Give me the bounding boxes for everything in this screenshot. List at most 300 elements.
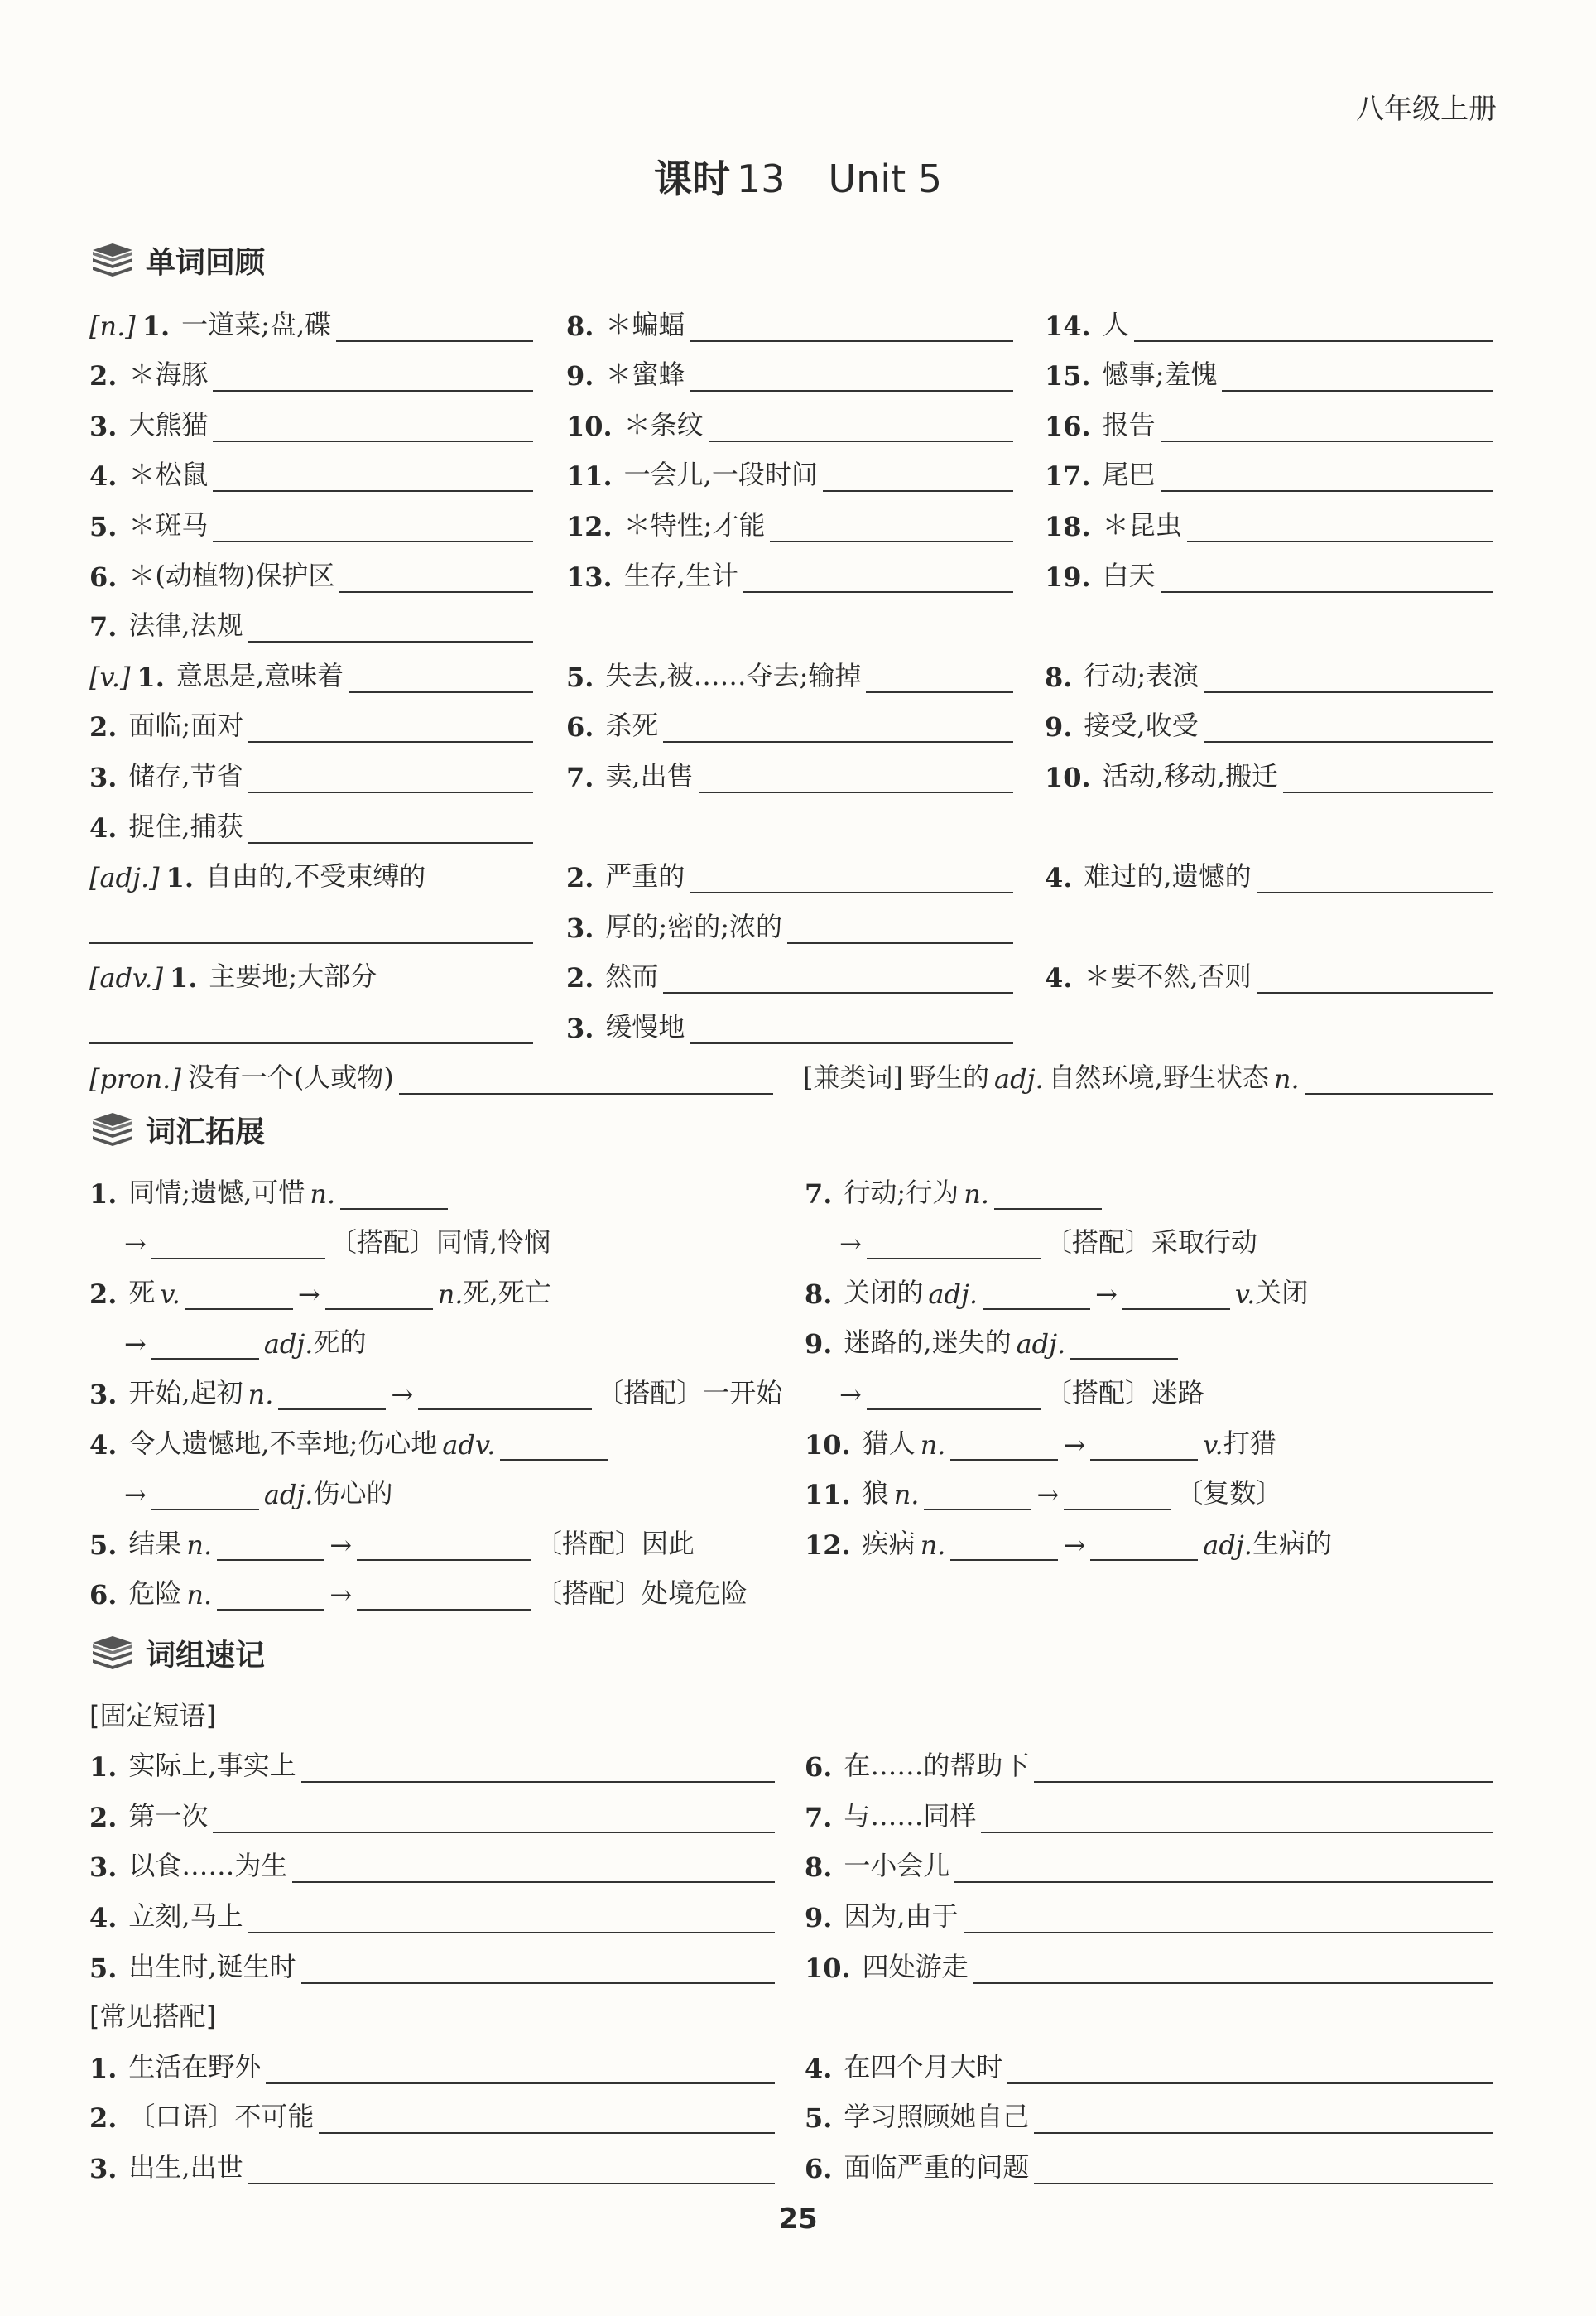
list-item [1045,295,1493,345]
item-num: 5. [566,661,594,693]
fixed-phrases-left [89,1686,775,2188]
item-text: ＊特性;才能 [623,508,766,541]
item-text: 危险 [128,1577,182,1610]
answer-blank[interactable] [867,1385,1041,1410]
item-num: 1. [137,661,165,693]
answer-blank[interactable] [418,1385,592,1410]
item-text: 四处游走 [862,1950,969,1982]
answer-blank[interactable] [983,1285,1090,1310]
pos-abbr: v. [160,1278,180,1310]
item-text: 失去,被……夺去;输掉 [605,659,862,691]
list-item [805,2087,1493,2138]
answer-blank[interactable] [1204,668,1493,693]
answer-blank[interactable] [213,1808,775,1833]
item-num: 6. [805,2152,833,2184]
pos-abbr: n. [186,1529,213,1561]
list-item [1045,445,1493,496]
answer-blank[interactable] [336,317,533,342]
pos-tag: [adj.] [89,862,160,894]
item-num: 13. [566,561,613,593]
answer-blank[interactable] [1283,768,1493,793]
item-num: 2. [89,711,118,744]
dapei-tag: 〔搭配〕 [597,1376,704,1408]
answer-blank[interactable] [867,1235,1041,1259]
answer-blank[interactable] [349,668,533,693]
item-text: 杀死 [605,710,659,742]
item-text: 打猎 [1223,1427,1276,1459]
item-text: 生病的 [1252,1527,1332,1559]
list-item [89,295,533,345]
list-item [89,947,533,998]
answer-blank[interactable] [950,1536,1058,1561]
answer-blank[interactable] [973,1959,1493,1984]
answer-blank[interactable] [89,1019,533,1044]
list-item [89,1937,775,1987]
answer-blank[interactable] [213,518,533,542]
item-num: 3. [89,761,118,793]
item-text: 行动;行为 [844,1176,959,1208]
pos-abbr: v. [1203,1428,1223,1461]
item-text: 野生的 [909,1061,989,1093]
list-item [805,1163,1493,1213]
answer-blank[interactable] [1204,718,1493,743]
item-num: 12. [566,510,613,542]
list-item [805,1363,1493,1413]
list-item [1045,395,1493,445]
spacer [1045,596,1493,647]
item-num: 10. [805,1952,851,1984]
item-text: 自然环境,野生状态 [1048,1061,1269,1093]
item-num: 3. [566,912,594,944]
item-num: 18. [1045,510,1091,542]
item-text: 死,死亡 [463,1276,551,1308]
list-item [1045,646,1493,696]
pos-abbr: adj. [1203,1529,1252,1561]
item-num: 8. [805,1851,833,1884]
subsection-label: [固定短语] [89,1699,216,1731]
pos-abbr: n. [964,1177,989,1210]
unit-label: Unit 5 [828,156,943,201]
item-text: ＊蜜蜂 [605,359,685,391]
arrow: → [1063,1529,1086,1561]
answer-blank[interactable] [823,467,1013,492]
item-num: 4. [89,811,118,844]
answer-blank[interactable] [248,618,533,643]
answer-blank[interactable] [1034,2160,1493,2184]
item-num: 3. [89,410,118,442]
answer-blank[interactable] [278,1385,386,1410]
pos-abbr: n. [248,1378,274,1410]
list-item [803,1047,1493,1098]
answer-blank[interactable] [950,1436,1058,1461]
item-num: 3. [566,1012,594,1044]
answer-blank[interactable] [1161,568,1493,593]
list-item [89,1263,801,1313]
answer-blank[interactable] [954,1858,1493,1883]
answer-blank[interactable] [770,518,1013,542]
item-text: 法律,法规 [128,609,243,642]
ext-left [89,1163,801,1614]
item-num: 10. [805,1428,851,1461]
item-text: ＊松鼠 [128,459,209,491]
spacer [805,1987,1493,2038]
item-num: 2. [566,962,594,994]
arrow: → [124,1228,147,1260]
item-text: 狼 [862,1477,889,1509]
list-item [89,1564,801,1615]
answer-blank[interactable] [213,417,533,442]
answer-blank[interactable] [690,317,1013,342]
item-num: 16. [1045,410,1091,442]
answer-blank[interactable] [699,768,1013,793]
item-num: 2. [89,360,118,392]
lesson-label: 课时 [653,156,730,201]
item-text: 缓慢地 [605,1010,685,1042]
answer-blank[interactable] [1161,467,1493,492]
item-text: 主要地;大部分 [209,961,377,993]
pos-abbr: adj. [1016,1328,1066,1360]
list-item [805,1413,1493,1464]
list-item [89,495,533,546]
list-item [89,997,533,1047]
books-icon [89,1113,136,1146]
arrow: → [124,1328,147,1360]
answer-blank[interactable] [1122,1285,1230,1310]
answer-blank[interactable] [1222,367,1493,392]
item-text: 在……的帮助下 [844,1750,1030,1782]
item-text: 卖,出售 [605,759,694,792]
item-text: 生存,生计 [623,559,738,591]
answer-blank[interactable] [217,1586,324,1611]
list-item [566,696,1013,747]
answer-blank[interactable] [248,819,533,844]
item-text: ＊(动植物)保护区 [128,559,335,591]
answer-blank[interactable] [924,1485,1031,1510]
list-item [89,847,533,898]
list-item [89,546,533,596]
list-item [89,696,533,747]
answer-blank[interactable] [357,1536,531,1561]
list-item [89,1786,775,1837]
item-text: 死的 [313,1327,367,1359]
answer-blank[interactable] [325,1285,433,1310]
item-text: 疾病 [862,1527,916,1559]
arrow: → [1063,1428,1086,1461]
arrow: → [391,1378,414,1410]
answer-blank[interactable] [339,568,533,593]
grade-label: 八年级上册 [1356,93,1497,126]
item-text: 尾巴 [1102,459,1156,491]
answer-blank[interactable] [1134,317,1493,342]
item-num: 9. [1045,711,1073,744]
item-num: 2. [89,2102,118,2135]
subsection-label: [常见搭配] [89,2001,216,2033]
item-num: 11. [805,1479,851,1511]
list-item [566,546,1013,596]
list-item [566,947,1013,998]
list-item [805,1886,1493,1937]
page-title [0,149,1596,204]
item-text: 大熊猫 [128,408,209,441]
item-text: 同情;遗憾,可惜 [128,1176,305,1208]
list-item [805,1837,1493,1887]
list-item [89,395,533,445]
item-num: 8. [1045,661,1073,693]
noun-col-3 [1045,295,1493,997]
item-text: 接受,收受 [1084,710,1199,742]
list-item [89,1886,775,1937]
answer-blank[interactable] [151,1335,259,1360]
item-num: 5. [89,1529,118,1561]
answer-blank[interactable] [1257,969,1493,994]
answer-blank[interactable] [709,417,1013,442]
item-text: 与……同样 [844,1799,977,1832]
answer-blank[interactable] [690,1019,1013,1044]
dapei-tag: 〔搭配〕 [536,1577,642,1610]
answer-blank[interactable] [1090,1436,1198,1461]
item-text: 生活在野外 [128,2050,262,2082]
answer-blank[interactable] [787,919,1013,944]
pos-abbr: adv. [442,1428,496,1461]
answer-blank[interactable] [319,2109,775,2134]
section-phrases [89,1630,265,1676]
list-item [566,295,1013,345]
item-text: 厚的;密的;浓的 [605,910,782,942]
item-text: ＊要不然,否则 [1084,961,1252,993]
answer-blank[interactable] [663,969,1013,994]
list-item [805,2137,1493,2188]
list-item [89,2087,775,2138]
answer-blank[interactable] [743,568,1013,593]
answer-blank[interactable] [1070,1335,1178,1360]
noun-col-2 [566,295,1013,1047]
item-text: 同情,怜悯 [435,1226,551,1259]
item-text: 一开始 [703,1376,783,1408]
item-text: ＊蝙蝠 [605,308,685,340]
answer-blank[interactable] [1007,2059,1493,2084]
answer-blank[interactable] [301,1959,775,1984]
list-item [89,1514,801,1564]
item-text: 实际上,事实上 [128,1750,296,1782]
item-num: 1. [169,962,198,994]
answer-blank[interactable] [248,1909,775,1933]
list-item [89,1213,801,1264]
item-text: 白天 [1102,559,1156,591]
item-num: 1. [89,2052,118,2084]
item-text: 自由的,不受束缚的 [205,860,426,893]
answer-blank[interactable] [1257,869,1493,893]
item-num: 11. [566,460,613,493]
item-num: 8. [805,1278,833,1310]
list-item [89,746,533,797]
list-item [566,646,1013,696]
list-item [89,1047,773,1098]
list-item [566,495,1013,546]
item-text: 报告 [1102,408,1156,441]
item-text: 然而 [605,961,659,993]
item-text: 一会儿,一段时间 [623,459,818,491]
list-item [89,1413,801,1464]
list-item [566,395,1013,445]
item-num: 10. [566,410,613,442]
list-item [89,1363,801,1413]
answer-blank[interactable] [1161,417,1493,442]
list-item [1045,696,1493,747]
item-num: 3. [89,2152,118,2184]
item-num: 1. [166,862,195,894]
list-item [566,897,1013,947]
answer-blank[interactable] [866,668,1013,693]
section-title: 单词回顾 [146,245,266,280]
item-text: 迷路的,迷失的 [844,1327,1012,1359]
item-num: 12. [805,1529,851,1561]
item-num: 4. [89,1901,118,1933]
item-text: 以食……为生 [128,1850,288,1882]
list-item [805,1464,1493,1514]
list-item [89,2037,775,2087]
answer-blank[interactable] [690,367,1013,392]
pos-abbr: n. [1273,1062,1300,1095]
list-item [805,1736,1493,1787]
arrow: → [1036,1479,1060,1511]
item-text: 憾事;羞愧 [1102,359,1218,391]
answer-blank[interactable] [213,467,533,492]
item-text: 行动;表演 [1084,659,1199,691]
item-text: 迷路 [1151,1376,1204,1408]
answer-blank[interactable] [89,919,533,944]
list-item [1045,847,1493,898]
answer-blank[interactable] [964,1909,1493,1933]
answer-blank[interactable] [994,1185,1102,1210]
item-text: 开始,起初 [128,1376,243,1408]
item-text: 一道菜;盘,碟 [181,308,332,340]
item-num: 10. [1045,761,1091,793]
section-vocab-ext [89,1106,265,1153]
pos-abbr: n. [920,1428,946,1461]
list-item [566,746,1013,797]
arrow: → [297,1278,320,1310]
item-text: 一小会儿 [844,1850,950,1882]
answer-blank[interactable] [1187,518,1493,542]
answer-blank[interactable] [213,367,533,392]
answer-blank[interactable] [1064,1485,1171,1510]
item-text: 面临严重的问题 [844,2150,1030,2183]
answer-blank[interactable] [185,1285,293,1310]
item-num: 7. [805,1177,833,1210]
item-text: 猎人 [862,1427,916,1459]
spacer [1045,897,1493,947]
answer-blank[interactable] [248,768,533,793]
pron-row [89,1047,773,1098]
item-text: 结果 [128,1527,182,1559]
pos-abbr: n. [920,1529,946,1561]
item-text: 因为,由于 [844,1900,959,1932]
item-num: 9. [805,1901,833,1933]
answer-blank[interactable] [1305,1070,1493,1095]
item-text: ＊昆虫 [1102,508,1182,541]
fixed-phrases-right [805,1686,1493,2188]
list-item [805,1213,1493,1264]
item-text: 面临;面对 [128,710,244,742]
list-item [566,997,1013,1047]
answer-blank[interactable] [690,869,1013,893]
list-item [89,345,533,396]
list-item [89,646,533,696]
item-num: 17. [1045,460,1091,493]
answer-blank[interactable] [301,1758,775,1783]
answer-blank[interactable] [357,1586,531,1611]
item-num: 6. [89,561,118,593]
fushu-tag: 〔复数〕 [1176,1477,1283,1509]
item-num: 5. [89,1952,118,1984]
item-num: 1. [89,1751,118,1784]
list-item [805,2037,1493,2087]
item-num: 4. [89,460,118,493]
item-num: 6. [89,1579,118,1611]
jianlei-row [803,1047,1493,1098]
item-text: 令人遗憾地,不幸地;伤心地 [128,1427,438,1459]
answer-blank[interactable] [248,718,533,743]
list-item [89,1464,801,1514]
list-item [805,1514,1493,1564]
lesson-number: 13 [736,156,786,201]
answer-blank[interactable] [266,2059,775,2084]
item-num: 4. [805,2052,833,2084]
item-text: 立刻,马上 [128,1900,243,1932]
answer-blank[interactable] [340,1185,448,1210]
item-text: 关闭的 [844,1276,924,1308]
list-item [1045,495,1493,546]
list-item [89,1736,775,1787]
answer-blank[interactable] [663,718,1013,743]
list-item [89,1313,801,1364]
page-number: 25 [778,2203,818,2236]
answer-blank[interactable] [399,1070,773,1095]
item-num: 6. [805,1751,833,1784]
pos-tag: [adv.] [89,962,163,994]
answer-blank[interactable] [292,1858,775,1883]
section-title: 词组速记 [146,1638,266,1673]
spacer [566,797,1013,847]
item-text: 第一次 [128,1799,209,1832]
list-item [1045,546,1493,596]
answer-blank[interactable] [248,2160,775,2184]
item-num: 15. [1045,360,1091,392]
answer-blank[interactable] [1034,2109,1493,2134]
item-num: 9. [805,1328,833,1360]
answer-blank[interactable] [151,1235,325,1259]
answer-blank[interactable] [981,1808,1493,1833]
list-item [566,345,1013,396]
arrow: → [329,1579,353,1611]
item-num: 3. [89,1851,118,1884]
item-text: 难过的,遗憾的 [1084,860,1252,893]
answer-blank[interactable] [217,1536,324,1561]
item-text: 严重的 [605,860,685,893]
pos-abbr: v. [1234,1278,1256,1310]
arrow: → [839,1228,862,1260]
list-item [805,1313,1493,1364]
list-item [805,1786,1493,1837]
answer-blank[interactable] [500,1436,608,1461]
answer-blank[interactable] [151,1485,259,1510]
pos-abbr: n. [893,1479,920,1511]
list-item [89,596,533,647]
item-text: 伤心的 [313,1477,393,1509]
answer-blank[interactable] [1034,1758,1493,1783]
item-num: 1. [142,310,171,342]
answer-blank[interactable] [1090,1536,1198,1561]
